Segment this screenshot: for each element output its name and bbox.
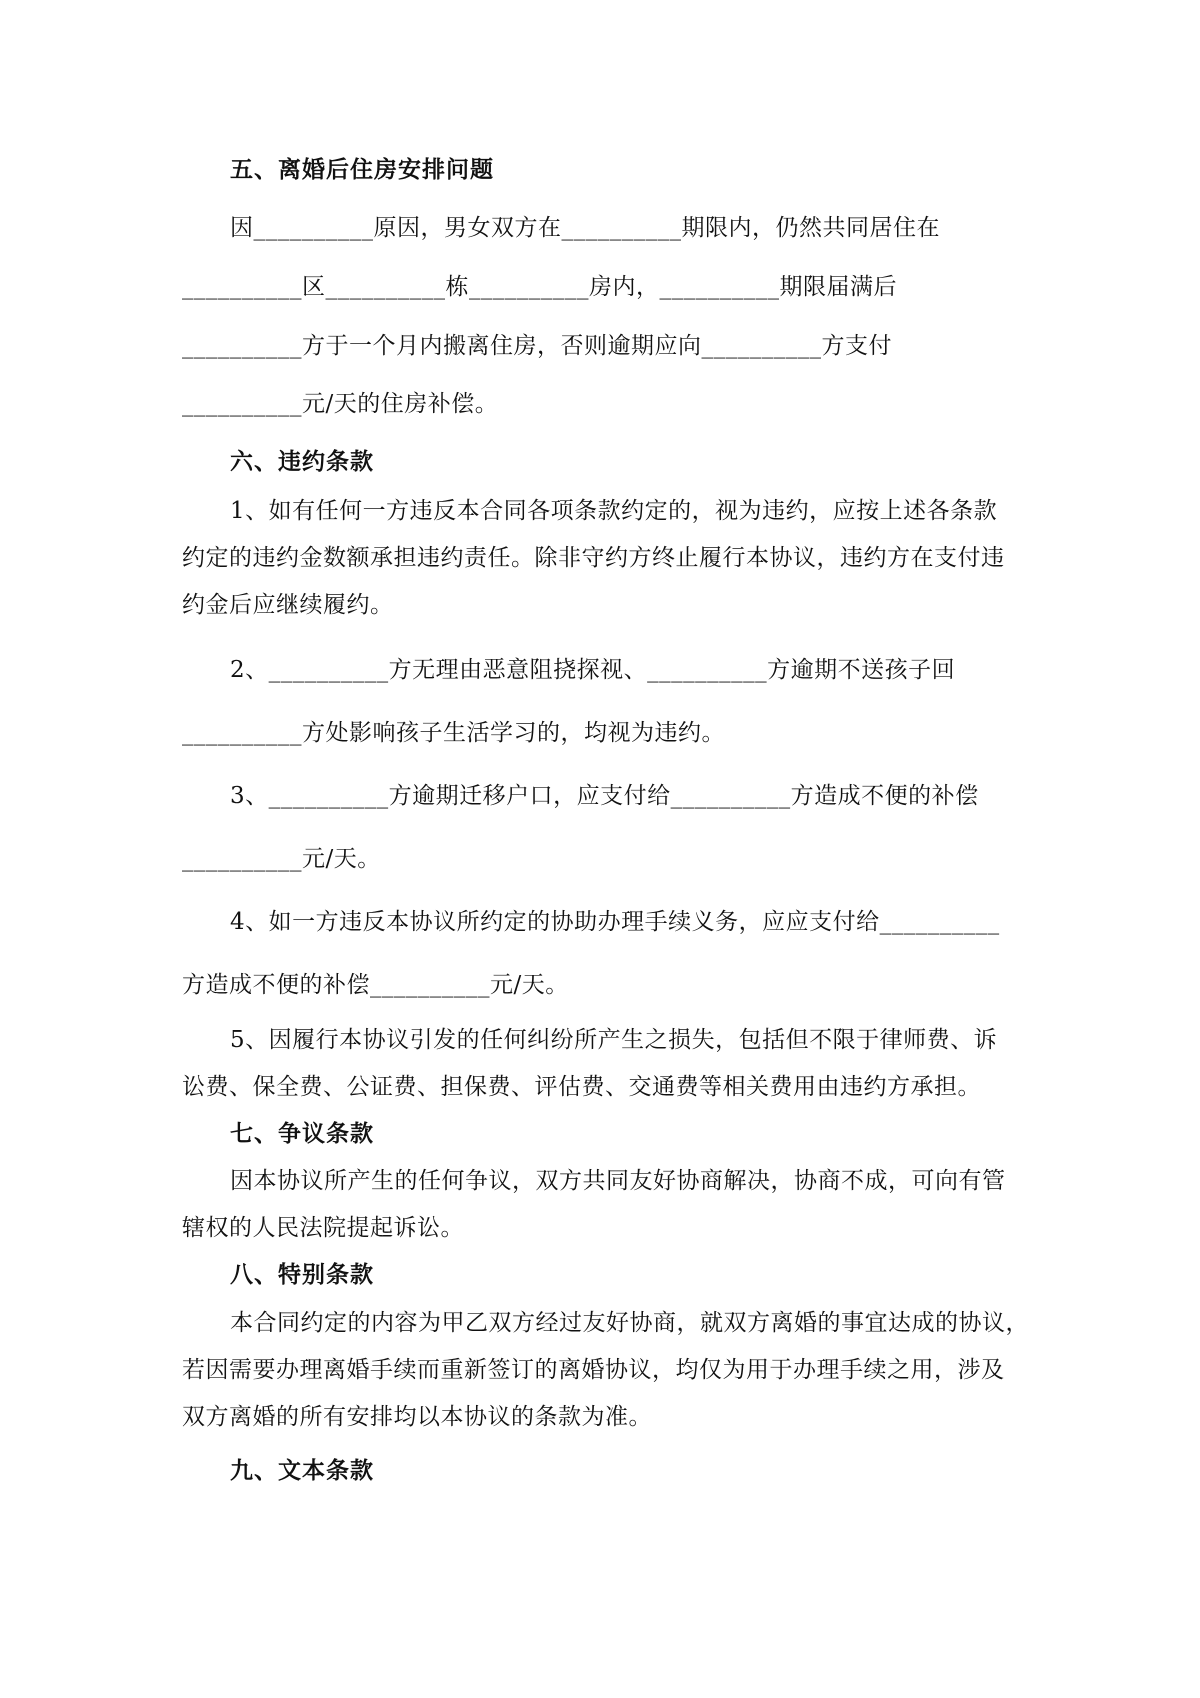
paragraph-line: 4、如一方违反本协议所约定的协助办理手续义务，应应支付给__________ <box>230 909 1000 935</box>
paragraph-line: 约金后应继续履约。 <box>182 592 394 618</box>
paragraph-line: 5、因履行本协议引发的任何纠纷所产生之损失，包括但不限于律师费、诉 <box>230 1027 998 1053</box>
paragraph-line: 3、__________方逾期迁移户口，应支付给__________方造成不便的补偿 <box>230 783 979 809</box>
paragraph-line: 方造成不便的补偿__________元/天。 <box>182 972 569 998</box>
paragraph-line: 1、如有任何一方违反本合同各项条款约定的，视为违约，应按上述各条款 <box>230 498 998 524</box>
section-heading: 八、特别条款 <box>230 1262 374 1288</box>
paragraph-line: __________区__________栋__________房内，__________期限届满后 <box>182 274 897 300</box>
paragraph-line: 约定的违约金数额承担违约责任。除非守约方终止履行本协议，违约方在支付违 <box>182 545 1005 571</box>
paragraph-line: 若因需要办理离婚手续而重新签订的离婚协议，均仅为用于办理手续之用，涉及 <box>182 1357 1005 1383</box>
section-heading: 九、文本条款 <box>230 1458 374 1484</box>
paragraph-line: __________方处影响孩子生活学习的，均视为违约。 <box>182 720 725 746</box>
paragraph-line: __________元/天。 <box>182 846 381 872</box>
paragraph-line: 因__________原因，男女双方在__________期限内，仍然共同居住在 <box>230 215 940 241</box>
paragraph-line: 讼费、保全费、公证费、担保费、评估费、交通费等相关费用由违约方承担。 <box>182 1074 981 1100</box>
section-heading: 七、争议条款 <box>230 1121 374 1147</box>
section-heading: 六、违约条款 <box>230 449 374 475</box>
section-heading: 五、离婚后住房安排问题 <box>230 157 494 183</box>
paragraph-line: 双方离婚的所有安排均以本协议的条款为准。 <box>182 1404 652 1430</box>
paragraph-line: 2、__________方无理由恶意阻挠探视、__________方逾期不送孩子回 <box>230 657 956 683</box>
paragraph-line: 本合同约定的内容为甲乙双方经过友好协商，就双方离婚的事宜达成的协议， <box>230 1310 1029 1336</box>
paragraph-line: __________元/天的住房补偿。 <box>182 391 499 417</box>
paragraph-line: 因本协议所产生的任何争议，双方共同友好协商解决，协商不成，可向有管 <box>230 1168 1006 1194</box>
paragraph-line: __________方于一个月内搬离住房，否则逾期应向__________方支付 <box>182 333 892 359</box>
paragraph-line: 辖权的人民法院提起诉讼。 <box>182 1215 464 1241</box>
